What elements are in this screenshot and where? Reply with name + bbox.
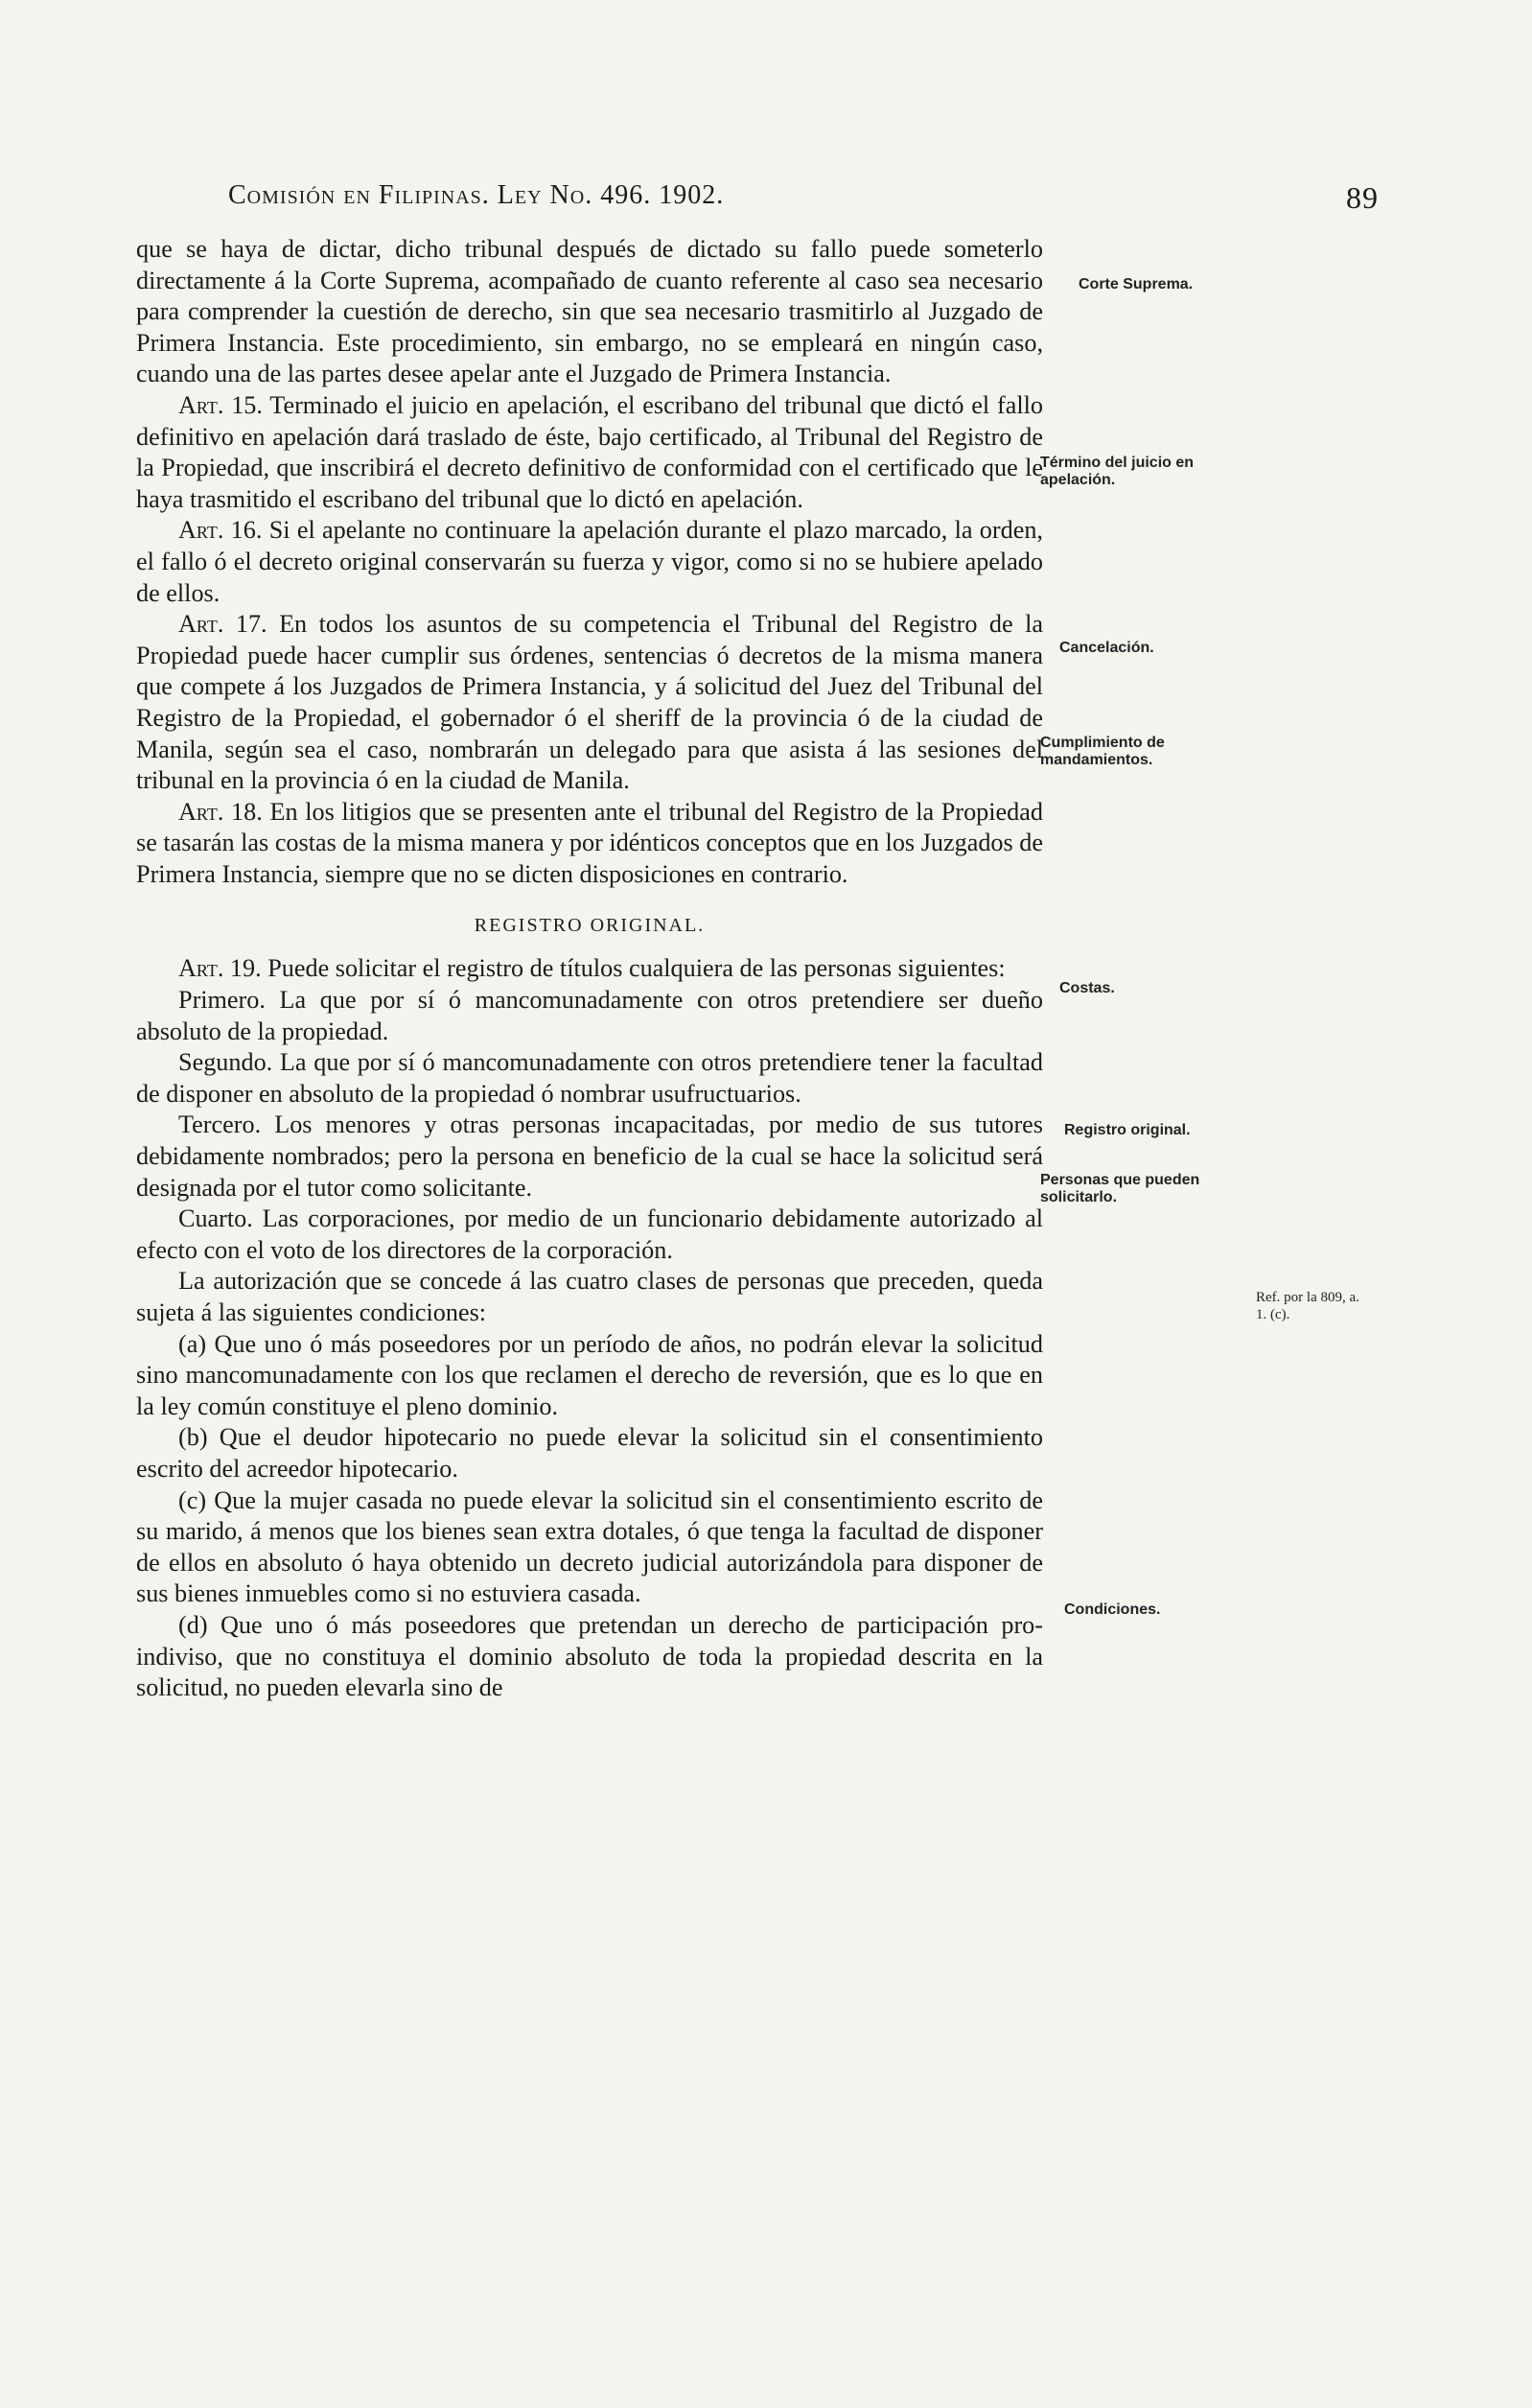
margin-note-condiciones: Condiciones. bbox=[1064, 1601, 1161, 1618]
paragraph bbox=[136, 797, 1043, 891]
paragraph-text: Terminado el juicio en apelación, el escribano del tribunal que dictó el fallo definitivo en apelación dará traslado de éste, bajo certificado, al Tribunal del Registro de la Propiedad, que inscribirá el decreto definitivo de conformidad con el certificado que le haya trasmitido el escribano del tribunal que lo dictó en apelación. bbox=[136, 390, 1043, 513]
paragraph bbox=[136, 953, 1043, 985]
paragraph bbox=[136, 390, 1043, 515]
paragraph-text: Primero. La que por sí ó mancomunadamente con otros pretendiere ser dueño absoluto de la propiedad. bbox=[136, 986, 1043, 1045]
paragraph-text: Tercero. Los menores y otras personas incapacitadas, por medio de sus tutores debidamente nombrados; pero la persona en beneficio de la cual se hace la solicitud será designada por el tutor como solicitante. bbox=[136, 1110, 1043, 1202]
paragraph bbox=[136, 609, 1043, 797]
paragraph-text: En los litigios que se presenten ante el tribunal del Registro de la Propiedad se tasarán las costas de la misma manera y por idénticos conceptos que en los Juzgados de Primera Instancia, siempre que no se dicten disposiciones en contrario. bbox=[136, 797, 1043, 888]
paragraph bbox=[136, 1610, 1043, 1704]
article-number: Art. 16. bbox=[178, 516, 263, 545]
paragraph bbox=[136, 1485, 1043, 1610]
paragraph-text: (b) Que el deudor hipotecario no puede elevar la solicitud sin el consentimiento escrito del acreedor hipotecario. bbox=[136, 1423, 1043, 1483]
margin-note-corte-suprema: Corte Suprema. bbox=[1079, 276, 1194, 292]
paragraph-text: Segundo. La que por sí ó mancomunadamente con otros pretendiere tener la facultad de disponer en absoluto de la propiedad ó nombrar usufructuarios. bbox=[136, 1048, 1043, 1108]
paragraph-text: que se haya de dictar, dicho tribunal después de dictado su fallo puede someterlo directamente á la Corte Suprema, acompañado de cuanto referente al caso sea necesario para comprender la cuestión de derecho, sin que sea necesario trasmitirlo al Juzgado de Primera Instancia. Este procedimiento, sin embargo, no se empleará en ningún caso, cuando una de las partes desee apelar ante el Juzgado de Primera Instancia. bbox=[136, 235, 1043, 388]
text-block-1 bbox=[136, 234, 1043, 890]
paragraph-text: Si el apelante no continuare la apelación durante el plazo marcado, la orden, el fallo ó el decreto original conservarán su fuerza y vigor, como si no se hubiere apelado de ellos. bbox=[136, 516, 1043, 607]
paragraph-text: (c) Que la mujer casada no puede elevar la solicitud sin el consentimiento escrito de su marido, á menos que los bienes sean extra dotales, ó que tenga la facultad de disponer de ellos en absoluto ó haya obtenido un decreto judicial autorizándola para disponer de sus bienes inmuebles como si no estuviera casada. bbox=[136, 1485, 1043, 1608]
article-number: Art. 15. bbox=[178, 390, 263, 419]
paragraph-text: En todos los asuntos de su competencia el Tribunal del Registro de la Propiedad puede hacer cumplir sus órdenes, sentencias ó decretos de la misma manera que compete á los Juzgados de Primera Instancia, y á solicitud del Juez del Tribunal del Registro de la Propiedad, el gobernador ó el sheriff de la provincia ó de la ciudad de Manila, según sea el caso, nombrarán un delegado para que asista á las sesiones del tribunal en la provincia ó en la ciudad de Manila. bbox=[136, 610, 1043, 795]
paragraph bbox=[136, 1047, 1043, 1110]
article-number: Art. 17. bbox=[178, 610, 267, 639]
margin-note-cumplimiento: Cumplimiento de mandamientos. bbox=[1040, 735, 1165, 768]
article-number: Art. 18. bbox=[178, 797, 263, 826]
margin-note-registro-original: Registro original. bbox=[1064, 1122, 1191, 1138]
page-number: 89 bbox=[1346, 180, 1379, 215]
paragraph bbox=[136, 1110, 1043, 1204]
margin-note-termino-juicio: Término del juicio en apelación. bbox=[1040, 455, 1195, 488]
paragraph-text: Cuarto. Las corporaciones, por medio de un funcionario debidamente autorizado al efecto con el voto de los directores de la corporación. bbox=[136, 1204, 1043, 1264]
margin-note-personas: Personas que pueden solicitarlo. bbox=[1040, 1172, 1200, 1205]
paragraph bbox=[136, 1204, 1043, 1266]
paragraph-text: Puede solicitar el registro de títulos cualquiera de las personas siguientes: bbox=[261, 954, 1006, 983]
paragraph bbox=[136, 515, 1043, 609]
text-block-2 bbox=[136, 953, 1043, 1703]
paragraph bbox=[136, 985, 1043, 1047]
paragraph bbox=[136, 1329, 1043, 1423]
paragraph bbox=[136, 234, 1043, 390]
paragraph bbox=[136, 1422, 1043, 1485]
paragraph bbox=[136, 1266, 1043, 1328]
paragraph-text: (a) Que uno ó más poseedores por un período de años, no podrán elevar la solicitud sino mancomunadamente con los que reclamen el derecho de reversión, que es lo que en la ley común constituye el pleno dominio. bbox=[136, 1329, 1043, 1420]
margin-note-ref: Ref. por la 809, a. 1. (c). bbox=[1256, 1290, 1359, 1322]
margin-note-cancelacion: Cancelación. bbox=[1059, 640, 1154, 656]
article-number: Art. 19. bbox=[178, 954, 262, 983]
main-text bbox=[136, 234, 1043, 1704]
margin-note-costas: Costas. bbox=[1059, 980, 1115, 996]
paragraph-text: La autorización que se concede á las cuatro clases de personas que preceden, queda sujeta á las siguientes condiciones: bbox=[136, 1267, 1043, 1326]
running-header bbox=[228, 180, 1379, 219]
header-title: Comisión en Filipinas. Ley No. 496. 1902. bbox=[228, 180, 725, 210]
paragraph-text: (d) Que uno ó más poseedores que pretendan un derecho de participación pro-indiviso, que no constituya el dominio absoluto de toda la propiedad descrita en la solicitud, no pueden elevarla sino de bbox=[136, 1610, 1043, 1702]
section-heading: REGISTRO ORIGINAL. bbox=[474, 915, 706, 937]
